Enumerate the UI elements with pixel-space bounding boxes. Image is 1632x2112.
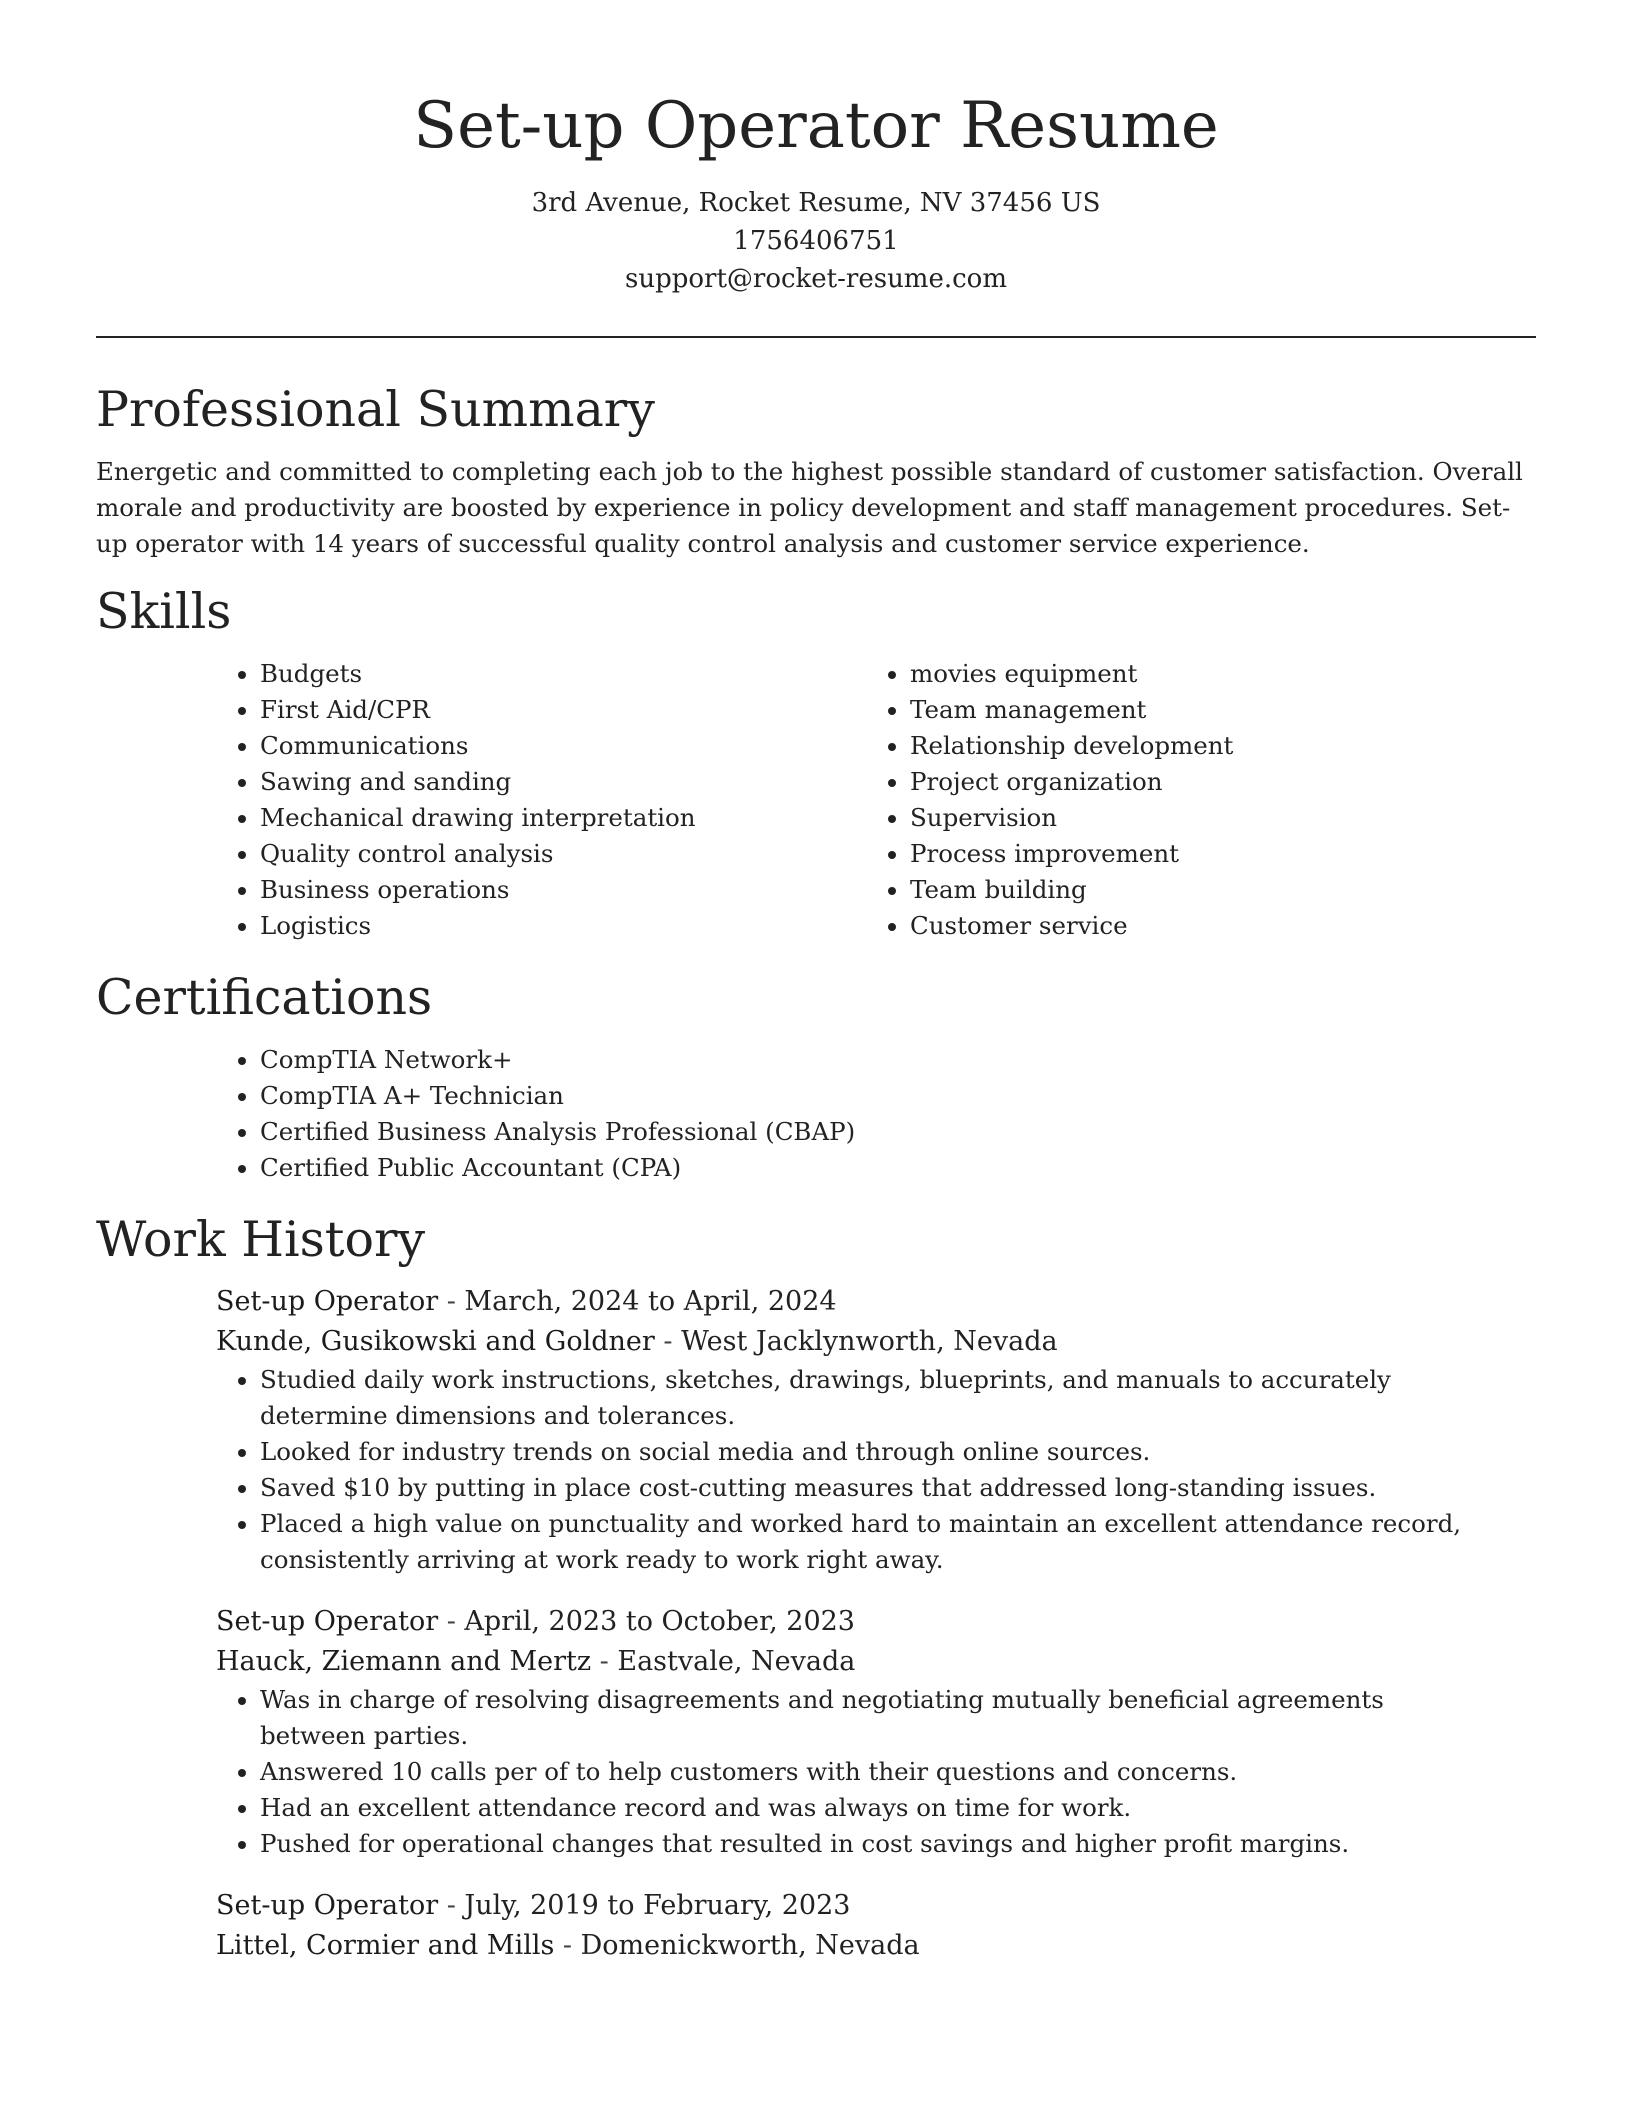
contact-address: 3rd Avenue, Rocket Resume, NV 37456 US [531, 188, 1101, 218]
certifications-container [216, 1042, 1496, 1186]
job-bullet: • Answered 10 calls per of to help customers with their questions and concerns. [260, 1754, 1496, 1790]
job-bullet-list [216, 1362, 1496, 1578]
job-location: West Jacklynworth, Nevada [681, 1326, 1058, 1357]
job-bullet: • Had an excellent attendance record and was always on time for work. [260, 1790, 1496, 1826]
job-bullet: • Pushed for operational changes that resulted in cost savings and higher profit margins. [260, 1826, 1496, 1862]
skill-item: • Relationship development [910, 728, 1516, 764]
certifications-list [216, 1042, 1496, 1186]
certifications-section [96, 966, 1536, 1186]
skill-item: • Team building [910, 872, 1516, 908]
skills-heading: Skills [96, 583, 232, 640]
job-bullet: • Looked for industry trends on social media and through online sources. [260, 1434, 1496, 1470]
job-company: Littel, Cormier and Mills [216, 1930, 555, 1961]
job-company: Kunde, Gusikowski and Goldner [216, 1326, 655, 1357]
work-section [96, 1208, 1536, 1966]
job-dates: April, 2023 to October, 2023 [464, 1606, 855, 1637]
job-location: Eastvale, Nevada [617, 1646, 856, 1677]
job-separator: - [591, 1646, 618, 1677]
job-bullet: • Was in charge of resolving disagreements and negotiating mutually beneficial agreements between parties. [260, 1682, 1496, 1754]
skills-grid [216, 656, 1536, 944]
skill-item: • Team management [910, 692, 1516, 728]
skill-item: • Logistics [260, 908, 866, 944]
job-company: Hauck, Ziemann and Mertz [216, 1646, 592, 1677]
job-entry [216, 1282, 1496, 1578]
certification-item: • Certified Public Accountant (CPA) [260, 1150, 1496, 1186]
job-separator: - [438, 1606, 465, 1637]
job-separator: - [438, 1890, 465, 1921]
skill-item: • Business operations [260, 872, 866, 908]
skill-item: • Process improvement [910, 836, 1516, 872]
skill-item: • First Aid/CPR [260, 692, 866, 728]
contact-email: support@rocket-resume.com [624, 264, 1007, 294]
jobs-container [96, 1282, 1536, 1966]
job-bullet-list [216, 1682, 1496, 1862]
skill-item: • Quality control analysis [260, 836, 866, 872]
job-title-line [216, 1886, 1496, 1926]
job-bullet: • Saved $10 by putting in place cost-cutting measures that addressed long-standing issues. [260, 1470, 1496, 1506]
job-dates: March, 2024 to April, 2024 [464, 1286, 837, 1317]
summary-heading: Professional Summary [96, 381, 655, 438]
job-title: Set-up Operator [216, 1890, 439, 1921]
job-company-line [216, 1926, 1496, 1966]
skill-item: • Sawing and sanding [260, 764, 866, 800]
job-title: Set-up Operator [216, 1286, 439, 1317]
header-divider [96, 336, 1536, 338]
job-entry [216, 1602, 1496, 1862]
skill-item: • Communications [260, 728, 866, 764]
skills-column-left [216, 656, 866, 944]
summary-section [96, 378, 1536, 562]
job-dates: July, 2019 to February, 2023 [464, 1890, 851, 1921]
work-heading: Work History [96, 1211, 426, 1268]
skill-item: • Supervision [910, 800, 1516, 836]
job-location: Domenickworth, Nevada [580, 1930, 920, 1961]
contact-phone: 1756406751 [733, 226, 899, 256]
resume-header [96, 0, 1536, 298]
certification-item: • Certified Business Analysis Professional (CBAP) [260, 1114, 1496, 1150]
skills-section [96, 580, 1536, 944]
skill-item: • movies equipment [910, 656, 1516, 692]
resume-title: Set-up Operator Resume [413, 89, 1219, 163]
certification-item: • CompTIA Network+ [260, 1042, 1496, 1078]
job-title-line [216, 1282, 1496, 1322]
job-bullet: • Placed a high value on punctuality and worked hard to maintain an excellent attendance record, consistently arriving at work ready to work right away. [260, 1506, 1496, 1578]
certifications-heading: Certifications [96, 969, 433, 1026]
skill-item: • Mechanical drawing interpretation [260, 800, 866, 836]
job-separator: - [554, 1930, 581, 1961]
resume-page [96, 0, 1536, 1966]
skills-list-right [866, 656, 1516, 944]
job-bullet: • Studied daily work instructions, sketches, drawings, blueprints, and manuals to accurately determine dimensions and tolerances. [260, 1362, 1496, 1434]
job-title: Set-up Operator [216, 1606, 439, 1637]
job-company-line [216, 1642, 1496, 1682]
skill-item: • Budgets [260, 656, 866, 692]
job-title-line [216, 1602, 1496, 1642]
job-separator: - [438, 1286, 465, 1317]
summary-text: Energetic and committed to completing each job to the highest possible standard of customer satisfaction. Overall morale and productivity are boosted by experience in policy development and staff management procedures. Set-up operator with 14 years of successful quality control analysis and customer service experience. [96, 457, 1523, 558]
job-entry [216, 1886, 1496, 1966]
skill-item: • Customer service [910, 908, 1516, 944]
skills-column-right [866, 656, 1516, 944]
skill-item: • Project organization [910, 764, 1516, 800]
certification-item: • CompTIA A+ Technician [260, 1078, 1496, 1114]
skills-list-left [216, 656, 866, 944]
job-company-line [216, 1322, 1496, 1362]
job-separator: - [654, 1326, 682, 1357]
